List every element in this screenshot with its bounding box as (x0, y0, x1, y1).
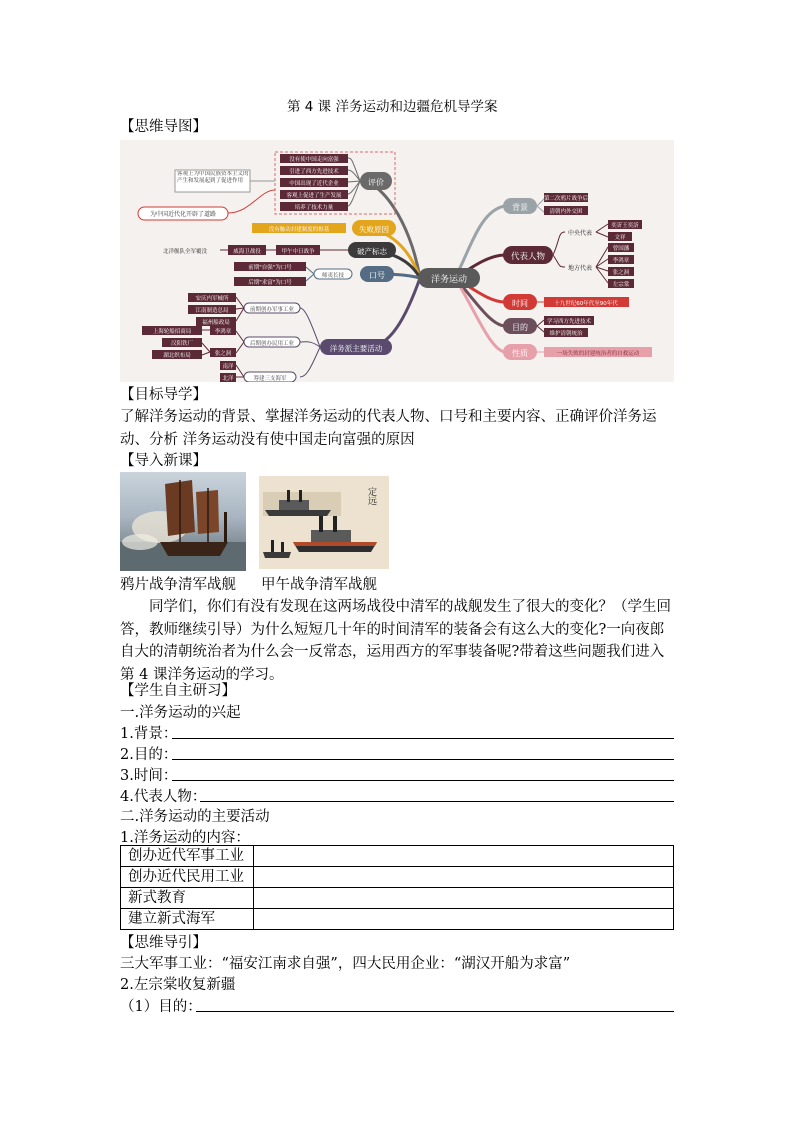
bg-item-2: 清朝内外交困 (549, 209, 583, 215)
node-time: 时间 (512, 299, 528, 308)
caption-opium-war: 鸦片战争清军战舰 (120, 577, 236, 593)
table-cell-label: 新式教育 (121, 888, 254, 909)
civil-item-2: 汉阳铁厂 (170, 341, 194, 347)
time-item: 十九世纪60年代至90年代 (554, 301, 618, 307)
eval-note: 客观上为中国民族资本主义的产生和发展起到了促进作用 (177, 171, 249, 184)
sub2-item-purpose: （1）目的： (120, 999, 202, 1015)
navy-item-2: 北洋 (222, 376, 234, 382)
node-bg: 背景 (512, 203, 528, 212)
part1-item-purpose: 2.目的： (120, 747, 178, 763)
military-item-2: 江南制造总局 (195, 308, 229, 314)
purpose-item-2: 维护清朝统治 (549, 331, 583, 337)
node-people: 代表人物 (510, 252, 546, 262)
part1-heading: 一.洋务运动的兴起 (120, 705, 241, 721)
section-goals-heading: 【目标导学】 (120, 387, 207, 403)
civil-item-1: 上海轮船招商局 (152, 329, 192, 335)
section-intro-heading: 【导入新课】 (120, 453, 207, 469)
table-row (121, 909, 674, 930)
civil-person-1: 李鸿章 (214, 329, 232, 335)
table-row (121, 846, 674, 867)
purpose-answer-line[interactable] (172, 759, 674, 760)
central-item-2: 文祥 (614, 235, 626, 241)
ship-name-label: 定远 (366, 487, 376, 505)
mind-map (120, 140, 674, 382)
activities-table (120, 845, 674, 930)
civil-item-3: 湖北织布局 (163, 353, 191, 359)
node-purpose: 目的 (512, 323, 528, 332)
section-guide-heading: 【思维导引】 (120, 935, 207, 951)
people-local: 地方代表 (567, 265, 593, 272)
people-answer-line[interactable] (200, 801, 674, 802)
sino-japanese-war-ship-photo (259, 476, 389, 569)
node-eval: 评价 (368, 178, 384, 187)
slogan-mid: 师夷长技 (321, 273, 345, 279)
eval-item-2: 引进了西方先进技术 (289, 169, 339, 175)
table-cell-label: 创办近代民用工业 (121, 867, 254, 888)
table-cell-label: 建立新式海军 (121, 909, 254, 930)
eval-item-5: 培养了技术力量 (294, 205, 334, 211)
act-civil: 后期创办民用工业 (249, 341, 295, 347)
section-mindmap-heading: 【思维导图】 (120, 119, 207, 135)
goals-text: 了解洋务运动的背景、掌握洋务运动的代表人物、口号和主要内容、正确评价洋务运动、分析 洋务运动没有使中国走向富强的原因 (120, 409, 657, 448)
eval-item-1: 没有使中国走向富强 (289, 157, 339, 163)
nature-item: 一场失败的封建统治者的自救运动 (556, 351, 640, 357)
act-military: 前期创办军事工业 (249, 307, 295, 313)
local-item-1: 曾国藩 (612, 246, 630, 252)
part1-item-time: 3.时间： (120, 768, 178, 784)
table-answer-cell[interactable] (254, 846, 674, 867)
central-item-1: 奕䜣王奕訢 (611, 223, 639, 229)
people-central: 中央代表 (567, 230, 593, 237)
guide-text: 三大军事工业：“福安江南求自强”，四大民用企业：“湖汉开船为求富” (120, 956, 571, 972)
bg-item-1: 第二次鸦片战争后 (543, 196, 589, 202)
node-nature: 性质 (512, 349, 528, 358)
node-activities: 洋务派主要活动 (329, 344, 383, 353)
page-title: 第 4 课 洋务运动和边疆危机导学案 (287, 99, 498, 115)
purpose-item-1: 学习西方先进技术 (546, 319, 592, 325)
mark-item-1: 北洋舰队全军覆没 (162, 249, 208, 255)
mark-item-3: 甲午中日战争 (281, 249, 315, 255)
local-item-2: 李鸿章 (612, 258, 630, 264)
eval-note2: 为中国近代化开辟了道路 (149, 211, 217, 218)
background-answer-line[interactable] (172, 738, 674, 739)
node-mark: 破产标志 (357, 247, 387, 256)
node-slogan: 口号 (369, 271, 385, 280)
act-navy: 筹建三支海军 (253, 376, 287, 382)
table-answer-cell[interactable] (254, 867, 674, 888)
civil-person-2: 张之洞 (214, 351, 232, 357)
center-node-label: 洋务运动 (430, 275, 468, 285)
time-answer-line[interactable] (172, 780, 674, 781)
slogan-item-1: 前期"自强"为口号 (248, 265, 292, 271)
table-row (121, 867, 674, 888)
eval-item-4: 客观上促进了生产发展 (286, 193, 342, 199)
caption-sino-japanese-war: 甲午战争清军战舰 (261, 577, 377, 593)
slogan-item-2: 后期"求富"为口号 (248, 280, 292, 286)
opium-war-ship-photo (120, 472, 246, 571)
part1-item-people: 4.代表人物： (120, 789, 207, 805)
node-fail: 失败原因 (359, 225, 389, 234)
military-item-1: 安庆内军械所 (195, 296, 229, 302)
sub2-answer-line[interactable] (196, 1011, 674, 1012)
table-answer-cell[interactable] (254, 888, 674, 909)
part2-sub1: 1.洋务运动的内容： (120, 830, 250, 846)
mark-item-2: 威海卫战役 (233, 249, 261, 255)
part1-item-background: 1.背景： (120, 726, 178, 742)
navy-item-1: 南洋 (222, 364, 234, 370)
table-answer-cell[interactable] (254, 909, 674, 930)
table-cell-label: 创办近代军事工业 (121, 846, 254, 867)
table-row (121, 888, 674, 909)
eval-item-3: 中国出现了近代企业 (289, 181, 339, 187)
local-item-4: 左宗棠 (612, 282, 630, 288)
part2-heading: 二.洋务运动的主要活动 (120, 809, 270, 825)
intro-paragraph: 同学们，你们有没有发现在这两场战役中清军的战舰发生了很大的变化？（学生回答，教师继续引导）为什么短短几十年的时间清军的装备会有这么大的变化?一向夜郎自大的清朝统治者为什么会一反常态，运用西方的军事装备呢?带着这些问题我们进入第 4 课洋务运动的学习。 (120, 599, 671, 683)
sub2-heading: 2.左宗棠收复新疆 (120, 977, 236, 993)
fail-item: 没有触动封建制度的根基 (268, 227, 330, 233)
section-self-study-heading: 【学生自主研习】 (120, 683, 236, 699)
military-item-3: 福州船政局 (202, 320, 230, 326)
local-item-3: 张之洞 (612, 270, 630, 276)
